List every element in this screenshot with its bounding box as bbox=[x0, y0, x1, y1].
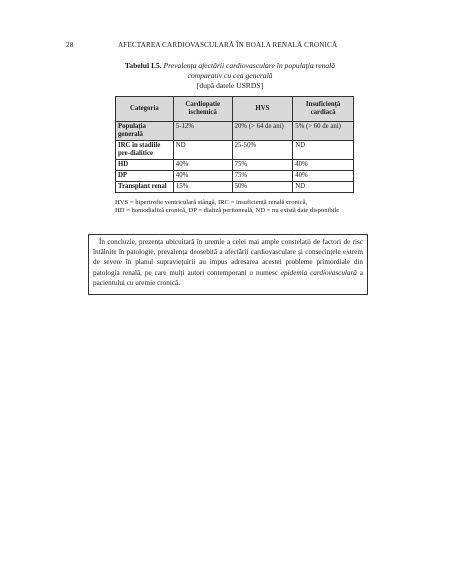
table-source: [după datele USRDS] bbox=[196, 81, 264, 90]
cell-cardiopatie: 5-12% bbox=[173, 122, 232, 141]
prevalence-table bbox=[115, 96, 354, 193]
cell-cardiopatie: ND bbox=[173, 141, 232, 160]
conclusion-box bbox=[88, 234, 368, 295]
table-header-row bbox=[116, 97, 354, 122]
header-cell-insuficienta: Insuficiență cardiacă bbox=[293, 97, 354, 122]
cell-insuficienta: ND bbox=[293, 182, 354, 193]
footnote-line: HVS = hipertrofie ventriculară stângă, IRC = insuficiență renală cronică, bbox=[115, 199, 308, 206]
row-category: DP bbox=[116, 171, 174, 182]
header-cell-categoria: Categoria bbox=[116, 97, 174, 122]
table-row bbox=[116, 171, 354, 182]
table-row bbox=[116, 141, 354, 160]
cell-insuficienta: ND bbox=[293, 141, 354, 160]
cell-insuficienta: 40% bbox=[293, 160, 354, 171]
table-title-line1: Prevalența afectării cardiovasculare în populația renală bbox=[163, 61, 336, 70]
row-category: Populația generală bbox=[116, 122, 174, 141]
header-cell-cardiopatie: Cardiopatie ischemică bbox=[173, 97, 232, 122]
cell-hvs: 75% bbox=[232, 160, 293, 171]
table-row bbox=[116, 160, 354, 171]
conclusion-emphasis: epidemia cardiovasculară bbox=[280, 268, 357, 277]
table-row bbox=[116, 122, 354, 141]
table-footnote bbox=[115, 199, 415, 215]
cell-hvs: 50% bbox=[232, 182, 293, 193]
conclusion-text: În concluzie, prezența ubicuitară în uremie a celei mai ample constelații de factori de risc întâlnite în patologie, prevalența deosebită a afectării cardiovasculare și consecințele extrem de severe în planul supraviețuirii au impus adresarea acestei probleme primordiale din patologia renală, pe care mulți autori contemporani o numesc bbox=[93, 238, 363, 277]
cell-hvs: 75% bbox=[232, 171, 293, 182]
row-category: IRC în stadiile pre-dialitice bbox=[116, 141, 174, 160]
cell-cardiopatie: 40% bbox=[173, 171, 232, 182]
cell-insuficienta: 5% (> 60 de ani) bbox=[293, 122, 354, 141]
row-category: Transplant renal bbox=[116, 182, 174, 193]
header-cell-hvs: HVS bbox=[232, 97, 293, 122]
cell-cardiopatie: 40% bbox=[173, 160, 232, 171]
conclusion-paragraph bbox=[93, 237, 363, 288]
cell-cardiopatie: 15% bbox=[173, 182, 232, 193]
cell-hvs: 25-50% bbox=[232, 141, 293, 160]
cell-insuficienta: 40% bbox=[293, 171, 354, 182]
running-title: AFECTAREA CARDIOVASCULARĂ ÎN BOALA RENALĂ CRONICĂ bbox=[118, 41, 338, 49]
row-category: HD bbox=[116, 160, 174, 171]
conclusion-text-end: a pacientului cu uremie cronică. bbox=[93, 268, 363, 287]
table-row bbox=[116, 182, 354, 193]
table-caption bbox=[66, 61, 394, 91]
cell-hvs: 20% (> 64 de ani) bbox=[232, 122, 293, 141]
page-number: 28 bbox=[66, 41, 74, 49]
footnote-line: HD = homodializă cronică, DP = dializă peritoneală, ND = nu există date disponibile bbox=[115, 207, 340, 214]
table-label: Tabelul I.5. bbox=[124, 61, 162, 70]
table-title-line2: comparativ cu cea generală bbox=[187, 71, 273, 80]
